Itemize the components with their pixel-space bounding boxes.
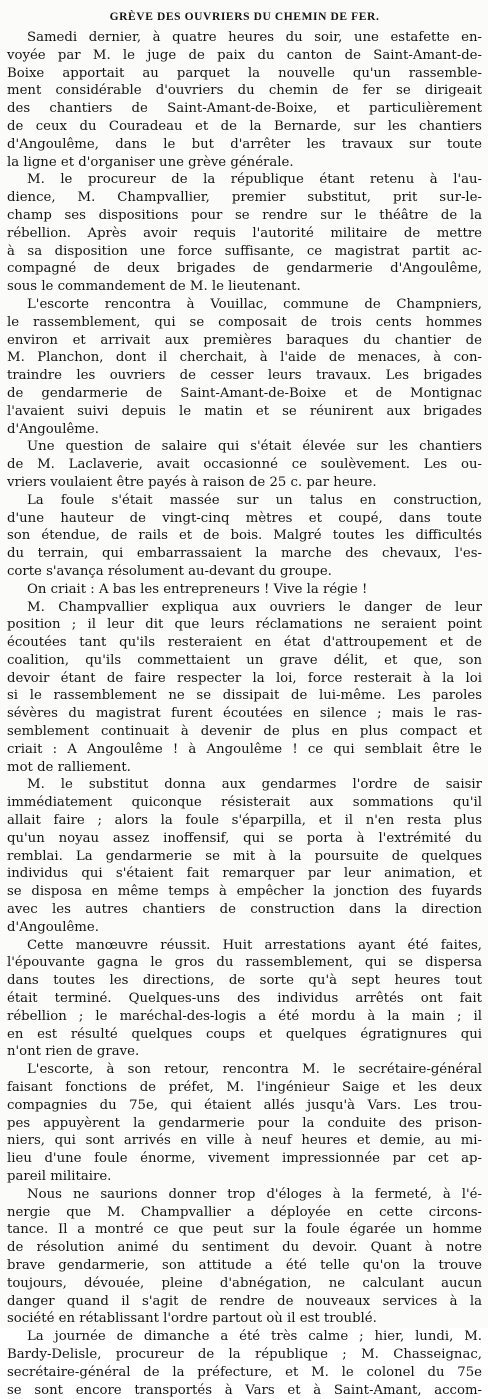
text-line: si le rassemblement ne se dissipait de lui-même. Les paroles <box>7 688 482 704</box>
text-line: On criait : A bas les entrepreneurs ! Vive la régie ! <box>27 581 368 597</box>
text-line: société en rétablissant l'ordre partout où il est troublé. <box>7 1311 377 1327</box>
text-line: pareil militaire. <box>7 1169 112 1184</box>
text-line: le rassemblement, qui se composait de trois cents hommes <box>7 314 482 330</box>
text-line: devoir étant de faire respecter la loi, force resterait à la loi <box>7 670 482 686</box>
text-line: compagnies du 75e, qui étaient allés jusqu'à Vars. Les trou- <box>7 1097 482 1113</box>
text-line: sous le commandement de M. le lieutenant. <box>7 279 301 295</box>
text-line: M. le substitut donna aux gendarmes l'ordre de saisir <box>27 777 482 793</box>
text-line: était terminé. Quelques-uns des individus arrêtés ont fait <box>7 991 482 1007</box>
text-line: M. Champvallier expliqua aux ouvriers le danger de leur <box>27 599 482 615</box>
text-line: la ligne et d'organiser une grève générale. <box>7 154 294 170</box>
text-line: Samedi dernier, à quatre heures du soir, une estafette en- <box>27 30 482 45</box>
text-line: de M. Laclaverie, avait occasionné ce soulèvement. Les ou- <box>7 457 482 473</box>
text-line: nergie que M. Champvallier a déployée en cette circons- <box>7 1204 482 1220</box>
text-line: de ceux du Couradeau et de la Bernarde, sur les chantiers <box>7 118 482 134</box>
text-line: dans toutes les directions, de sorte qu'à sept heures tout <box>7 973 482 989</box>
text-line: niers, qui sont arrivés en ville à neuf heures et demie, au mi- <box>7 1133 482 1149</box>
text-line: La foule s'était massée sur un talus en construction, <box>27 492 482 508</box>
text-line: pes appuyèrent la gendarmerie pour la conduite des prison- <box>7 1115 482 1131</box>
text-line: Cette manœuvre réussit. Huit arrestations ayant été faites, <box>27 937 482 953</box>
text-line: faisant fonctions de préfet, M. l'ingénieur Saige et les deux <box>7 1080 482 1096</box>
text-line: Nous ne saurions donner trop d'éloges à la fermeté, à l'é- <box>27 1186 482 1202</box>
text-line: remblai. La gendarmerie se mit à la poursuite de quelques <box>7 848 482 864</box>
text-line: d'une hauteur de vingt-cinq mètres et coupé, dans toute <box>7 510 482 526</box>
text-line: mot de ralliement. <box>7 759 131 775</box>
text-line: de résolution animé du sentiment du devoir. Quant à notre <box>7 1240 482 1256</box>
article-paragraph <box>7 599 482 777</box>
text-line: à sa disposition une force suffisante, ce magistrat partit ac- <box>7 243 482 259</box>
text-line: environ et arrivait aux premières baraques du chantier de <box>7 332 482 348</box>
text-line: toujours, dévouée, pleine d'abnégation, ne calculant aucun <box>7 1275 482 1291</box>
article-paragraph <box>7 1328 482 1399</box>
article-paragraph <box>7 171 482 296</box>
article-title: GRÈVE DES OUVRIERS DU CHEMIN DE FER. <box>109 11 380 23</box>
text-line: dience, M. Champvallier, premier substitut, prit sur-le- <box>7 190 482 206</box>
article-paragraph <box>7 581 482 599</box>
text-line: son étendue, de rails et de bois. Malgré toutes les difficultés <box>7 528 482 544</box>
text-line: compagné de deux brigades de gendarmerie d'Angoulême, <box>7 261 482 277</box>
text-line: M. Planchon, dont il cherchait, à l'aide de menaces, à con- <box>7 350 482 366</box>
text-line: allait faire ; alors la foule s'éparpilla, et il n'en resta plus <box>7 813 482 829</box>
text-line: du terrain, qui embarrassaient la marche des chevaux, l'es- <box>7 546 482 562</box>
text-line: Boixe apportait au parquet la nouvelle qu'un rassemble- <box>7 65 482 81</box>
text-line: d'Angoulême. <box>7 919 99 935</box>
text-line: champ ses dispositions pour se rendre sur le théâtre de la <box>7 207 482 223</box>
text-line: se sont encore transportés à Vars et à Saint-Amant, accom- <box>7 1382 482 1398</box>
article-paragraph <box>7 1186 482 1328</box>
article-body <box>7 29 482 1399</box>
text-line: La journée de dimanche a été très calme ; hier, lundi, M. <box>27 1329 482 1345</box>
text-line: vriers voulaient être payés à raison de 25 c. par heure. <box>7 474 377 490</box>
text-line: individus qui s'étaient fait remarquer par leur animation, et <box>7 866 482 882</box>
text-line: M. le procureur de la république étant retenu à l'au- <box>27 172 482 188</box>
text-line: des chantiers de Saint-Amant-de-Boixe, et particulièrement <box>7 101 482 117</box>
text-line: sévères du magistrat furent écoutées en silence ; mais le ras- <box>7 706 482 722</box>
text-line: semblement continuait à devenir de plus en plus compact et <box>7 724 482 740</box>
text-line: n'ont rien de grave. <box>7 1044 140 1060</box>
text-line: tance. Il a montré ce que peut sur la foule égarée un homme <box>7 1222 482 1238</box>
text-line: L'escorte rencontra à Vouillac, commune de Champniers, <box>27 296 482 312</box>
text-line: écoutées tant qu'ils resteraient en état d'attroupement et de <box>7 635 482 651</box>
text-line: d'Angoulême. <box>7 421 99 437</box>
text-line: l'épouvante gagna le gros du rassemblement, qui se dispersa <box>7 955 482 971</box>
article-paragraph <box>7 492 482 581</box>
text-line: voyée par M. le juge de paix du canton de Saint-Amant-de- <box>7 47 482 63</box>
text-line: qu'un noyau assez inoffensif, qui se porta à l'extrémité du <box>7 830 482 846</box>
text-line: avec les autres chantiers de construction dans la direction <box>7 902 482 918</box>
text-line: ment considérable d'ouvriers du chemin de fer se dirigeait <box>7 83 482 99</box>
article-paragraph <box>7 438 482 491</box>
text-line: en est résulté quelques coups et quelques égratignures qui <box>7 1026 482 1042</box>
text-line: de gendarmerie de Saint-Amant-de-Boixe et de Montignac <box>7 385 482 401</box>
text-line: rébellion ; le maréchal-des-logis a été mordu à la main ; il <box>7 1008 482 1024</box>
text-line: d'Angoulême, dans le but d'arrêter les travaux sur toute <box>7 136 482 152</box>
text-line: position ; il leur dit que leurs réclamations ne seraient point <box>7 617 482 633</box>
text-line: Une question de salaire qui s'était élevée sur les chantiers <box>27 439 482 455</box>
text-line: L'escorte, à son retour, rencontra M. le secrétaire-général <box>27 1062 482 1078</box>
text-line: secrétaire-général de la préfecture, et M. le colonel du 75e <box>7 1364 482 1380</box>
text-line: brave gendarmerie, son attitude a été telle qu'on la trouve <box>7 1257 482 1273</box>
text-line: immédiatement quiconque résisterait aux sommations qu'il <box>7 795 482 811</box>
text-line: lieu d'une foule énorme, vivement impressionnée par cet ap- <box>7 1151 482 1167</box>
article-paragraph <box>7 776 482 936</box>
article-paragraph <box>7 1061 482 1186</box>
article-paragraph <box>7 296 482 438</box>
text-line: danger quand il s'agit de rendre de nouveaux services à la <box>7 1293 482 1309</box>
text-line: coalition, qu'ils commettaient un grave délit, et que, son <box>7 652 482 668</box>
text-line: traindre les ouvriers de cesser leurs travaux. Les brigades <box>7 368 482 384</box>
article-paragraph <box>7 937 482 1062</box>
text-line: Bardy-Delisle, procureur de la république ; M. Chasseignac, <box>7 1346 482 1362</box>
text-line: rébellion. Après avoir requis l'autorité militaire de mettre <box>7 225 482 241</box>
article-paragraph <box>7 29 482 171</box>
text-line: se disposa en même temps à empêcher la jonction des fuyards <box>7 884 482 900</box>
text-line: criait : A Angoulême ! à Angoulême ! ce qui semblait être le <box>7 741 482 757</box>
text-line: corte s'avança résolument au-devant du groupe. <box>7 563 332 579</box>
text-line: l'avaient suivi depuis le matin et se réunirent aux brigades <box>7 403 482 419</box>
